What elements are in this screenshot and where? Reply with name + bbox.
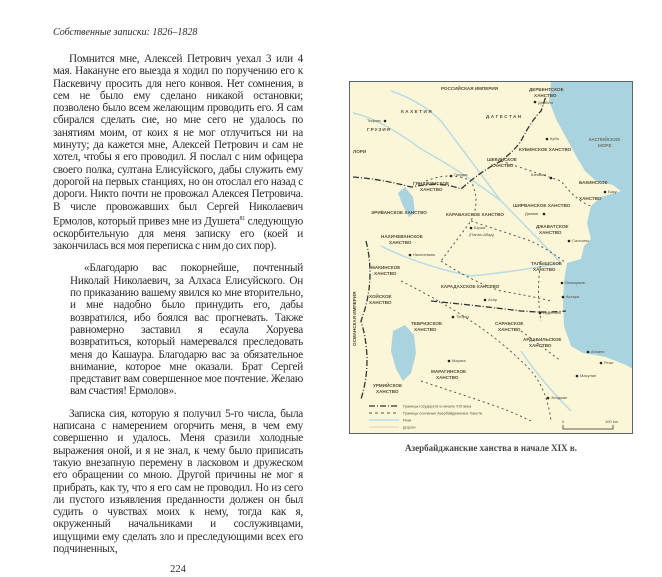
label-tabriz-kh2: ХАНСТВО [414,327,437,332]
legend-rivers: Реки [403,418,412,423]
label-maku-kh2: ХАНСТВО [374,271,397,276]
label-maraga-kh: МАРАГИНСКОЕ [431,369,467,374]
label-russia: РОССИЙСКАЯ ИМПЕРИЯ [441,86,498,91]
label-sheki-kh2: ХАНСТВО [491,163,514,168]
city-tiflis: Тифлис [367,118,382,123]
paragraph-1 [53,53,303,252]
city-anzali: Анзали [591,349,605,354]
label-urmia-kh: УРМИЙСКОЕ [373,383,403,388]
city-shusha-alt: (Панах-Абад) [469,232,494,237]
label-karadag-kh: КАРАДАХСКОЕ ХАНСТВО [441,284,500,289]
label-derbent-kh2: ХАНСТВО [534,93,557,98]
label-georgia: ГРУЗИЯ [367,127,391,132]
label-baku-kh: БАКИНСКОЕ [579,180,608,185]
city-derbent: Дербент [538,100,554,105]
city-javad: Джават [525,211,539,216]
label-kakhetia: КАХЕТИЯ [401,109,434,114]
label-nakhichevan-kh: НАХИЧЕВАНСКОЕ [381,234,423,239]
label-javad-kh: ДЖАВАТСКОЕ [536,224,569,229]
city-rasht: Решт [604,360,614,365]
map-azerbaijan-khanates [349,81,633,434]
map-caption: Азербайджанские ханства в начале XIX в. [404,443,577,453]
city-astara: Астара [566,294,580,299]
legend-state-borders: Границы государств в начале XIX века [403,404,472,409]
label-ardebil-kh2: ХАНСТВО [529,343,552,348]
city-shusha: Шуша [474,225,486,230]
city-salyany: Сальяны [572,238,589,243]
paragraph-1-end: следующую оскорбительную для меня записку его (коей и закончилась вся моя переписка с ним до сих пор). [53,215,303,253]
quote-text: «Благодарю вас покорнейше, почтенный Николай Николаевич, за Алхаса Елисуйского. Он по приказанию вашему явился ко мне вторительно, и мне надобно было принудить его, дабы возвратился, ибо боялся вас прогневать. Также равномерно заставил я есаула Хоруева возвратиться, который намеревался преследовать меня до Кашаура. Благодарю вас за обязательное внимание, которое мне оказали. Брат Сергей представит вам совершенное мое почтение. Желаю вам счастия! Ермолов». [70,262,303,398]
city-tabriz: Тебриз [456,314,469,319]
footnote-ref[interactable]: 81 [239,215,246,222]
city-maraga: Марага [452,358,466,363]
paragraph-1-text: Помнится мне, Алексей Петрович уехал 3 или 4 мая. Накануне его выезда я ходил по поручению его к Паскевичу просить для него конвоя. Нет сомнения, в сем не было ему сделано никакой остановки; позволено было всем желающим проводить его. Я сам сбирался сделать сие, но мне сего не удалось по занятиям моим, от коих я не мог отлучиться ни на минуту; да кажется мне, Алексей Петрович и сам не хотел, чтобы я его проводил. Я послал с ним офицера своего полка, султана Елисуйского, дабы служить ему дорогой на первых станциях, но он отослал его назад с дороги. Никто почти не провожал Алексея Петровича. В числе провожавших был Сергей Николаевич Ермолов, который привез мне из Душета [53,53,303,228]
label-sarab-kh: САРАБСКОЕ [495,321,524,326]
label-baku-kh2: ХАНСТВО [579,196,602,201]
label-ganja-kh: ГЯНДЖИНСКОЕ [413,181,450,186]
label-derbent-kh: ДЕРБЕНТСКОЕ [529,87,564,92]
label-kuba-kh: КУБИНСКОЕ ХАНСТВО [519,147,572,152]
city-zenjan: Зенджан [551,395,568,400]
label-karabakh-kh: КАРАБАХСКОЕ ХАНСТВО [446,212,504,217]
page-number: 224 [170,564,186,576]
label-urmia-kh2: ХАНСТВО [376,389,399,394]
label-maraga-kh2: ХАНСТВО [436,375,459,380]
label-lori: ЛОРИ [353,149,367,154]
label-ardebil-kh: АРДАБИЛЬСКОЕ [523,337,562,342]
city-lenkoran: Ленкорань [565,280,585,285]
label-talysh-kh: ТАЛЫШСКОЕ [531,261,562,266]
label-ganja-kh2: ХАНСТВО [420,187,443,192]
label-khoy-kh: ХОЙСКОЕ [369,294,392,299]
paragraph-3-text: Записка сия, которую я получил 5-го числа, была написана с намерением огорчить меня, в чем ему совершенно и удалось. Меня сразили холодные выражения оной, и я не знал, к чему было приписать такую внезапную перемену в ласковом и дружеском его обращении со мною. Другой причины не мог я прибрать, как ту, что я его сам не проводил. Но из сего ли пустого изъявления преданности должен он был судить о чувствах моих к нему, тогда как я, окруженный начальниками и сослуживцами, ищущими ему сделать зло и преследующими всех его подчиненных, [53,407,303,556]
label-erivan-kh: ЭРИВАНСКОЕ ХАНСТВО [371,210,427,215]
label-talysh-kh2: ХАНСТВО [533,267,556,272]
label-javad-kh2: ХАНСТВО [539,230,562,235]
text-column [53,53,303,577]
label-nakhichevan-kh2: ХАНСТВО [389,240,412,245]
scale-max: 100 km [605,419,619,424]
paragraph-3 [53,408,303,556]
city-masulan: Масулан [580,373,597,378]
label-dagestan: ДАГЕСТАН [486,114,523,119]
label-sarab-kh2: ХАНСТВО [498,327,521,332]
city-ardebil: Ардебиль [543,310,562,315]
scale-zero: 0 [562,419,565,424]
city-kuba: Куба [550,136,559,141]
city-ganja: Гянджа [454,172,468,177]
city-shemakha: Шемаха [531,172,547,177]
legend-roads: Дороги [403,425,416,430]
city-baku: Баку [608,189,617,194]
quoted-letter [70,262,303,397]
label-tabriz-kh: ТЕБРИЗСКОЕ [411,321,443,326]
label-caspian2: МОРЕ [598,143,612,148]
label-sheki-kh: ШЕКИНСКОЕ [487,157,517,162]
label-khoy-kh2: ХАНСТВО [369,300,392,305]
label-maku-kh: МАКИНСКОЕ [371,265,401,270]
running-header: Собственные записки: 1826–1828 [53,27,198,38]
label-ottoman: ОСМАНСКАЯ ИМПЕРИЯ [352,291,357,346]
city-ahar: Ахар [488,297,498,302]
legend-khanate-borders: Границы основных Азербайджанских Ханств [403,411,483,416]
label-shirvan-kh: ШИРВАНСКОЕ ХАНСТВО [513,203,571,208]
label-caspian: КАСПИЙСКОЕ [589,137,621,142]
city-nakhichevan: Нахичевань [413,252,436,257]
